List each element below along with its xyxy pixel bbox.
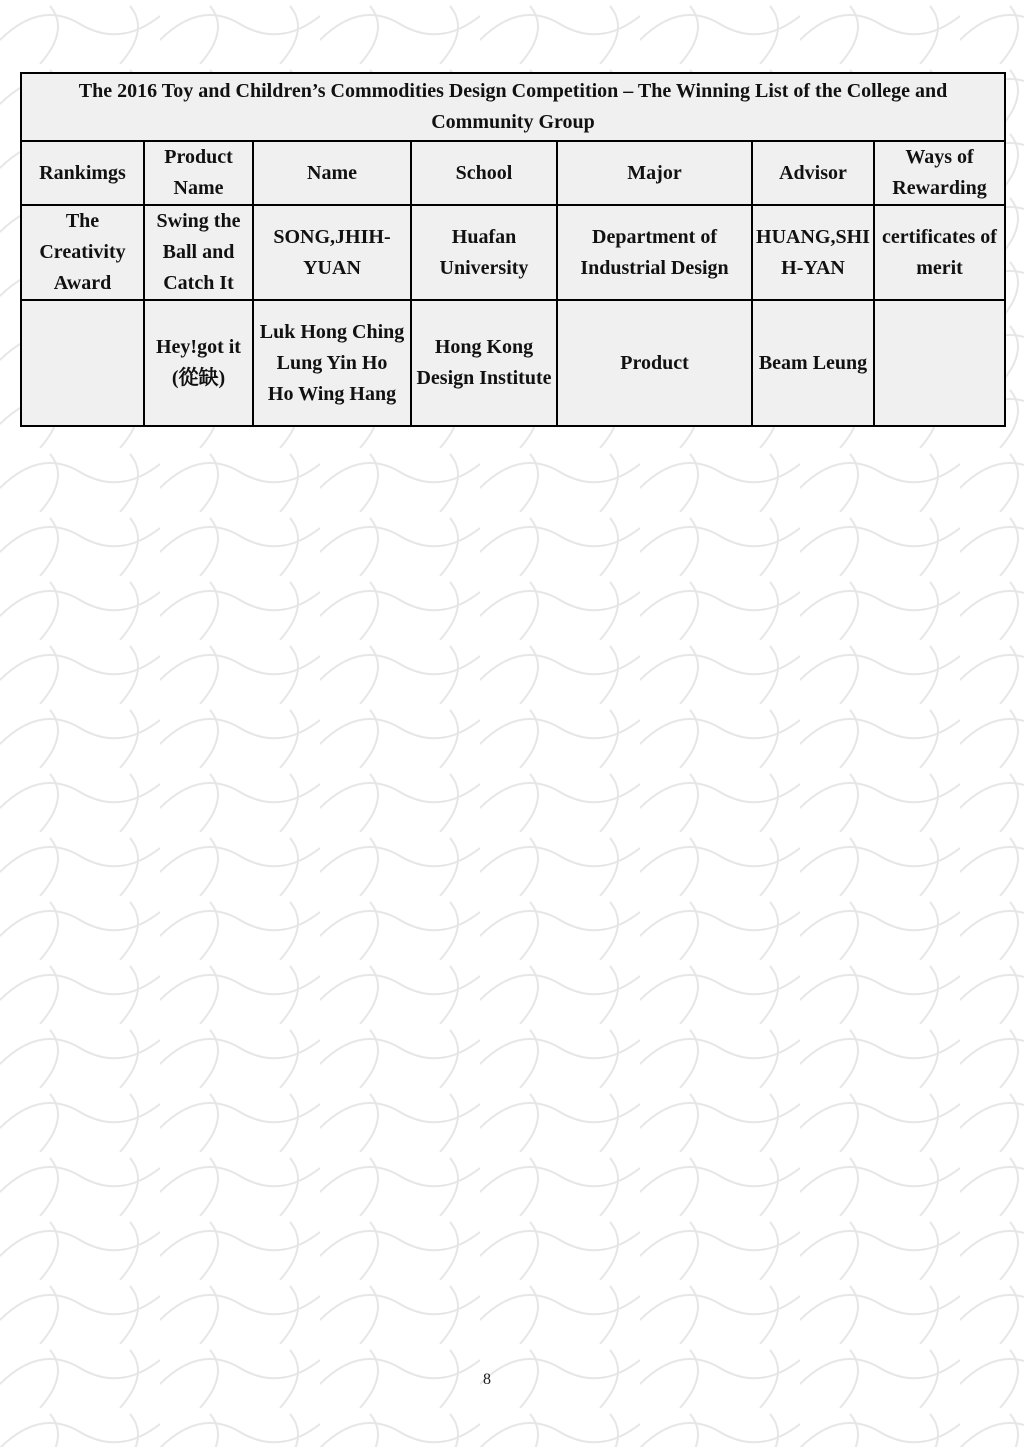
cell-names [253,300,411,426]
header-school: School [411,141,557,205]
winning-list-table [20,72,1006,427]
cell-reward: certificates of merit [874,205,1005,300]
cell-advisor: HUANG,SHIH-YAN [752,205,874,300]
page-number: 8 [483,1371,491,1388]
table-row [21,300,1005,426]
header-product-name: Product Name [144,141,253,205]
cell-product-name: Swing the Ball and Catch It [144,205,253,300]
table-header-row [21,141,1005,205]
header-rankings: Rankimgs [21,141,144,205]
table-title: The 2016 Toy and Children’s Commodities Design Competition – The Winning List of the College and Community Group [21,73,1005,141]
team-member-name: Luk Hong Ching [259,320,405,343]
cell-reward [874,300,1005,426]
team-member-name: Ho Wing Hang [267,382,397,405]
cell-school: Huafan University [411,205,557,300]
cell-name: SONG,JHIH-YUAN [253,205,411,300]
cell-product-name: Hey!got it (從缺) [144,300,253,426]
winning-list-table-container [20,72,1004,427]
table-row [21,205,1005,300]
cell-advisor: Beam Leung [752,300,874,426]
table-title-row [21,73,1005,141]
team-member-name: Lung Yin Ho [276,351,388,374]
cell-school: Hong Kong Design Institute [411,300,557,426]
cell-major: Product [557,300,752,426]
header-name: Name [253,141,411,205]
header-advisor: Advisor [752,141,874,205]
cell-ranking: The Creativity Award [21,205,144,300]
cell-ranking [21,300,144,426]
header-major: Major [557,141,752,205]
header-ways-of-rewarding: Ways of Rewarding [874,141,1005,205]
cell-major: Department of Industrial Design [557,205,752,300]
